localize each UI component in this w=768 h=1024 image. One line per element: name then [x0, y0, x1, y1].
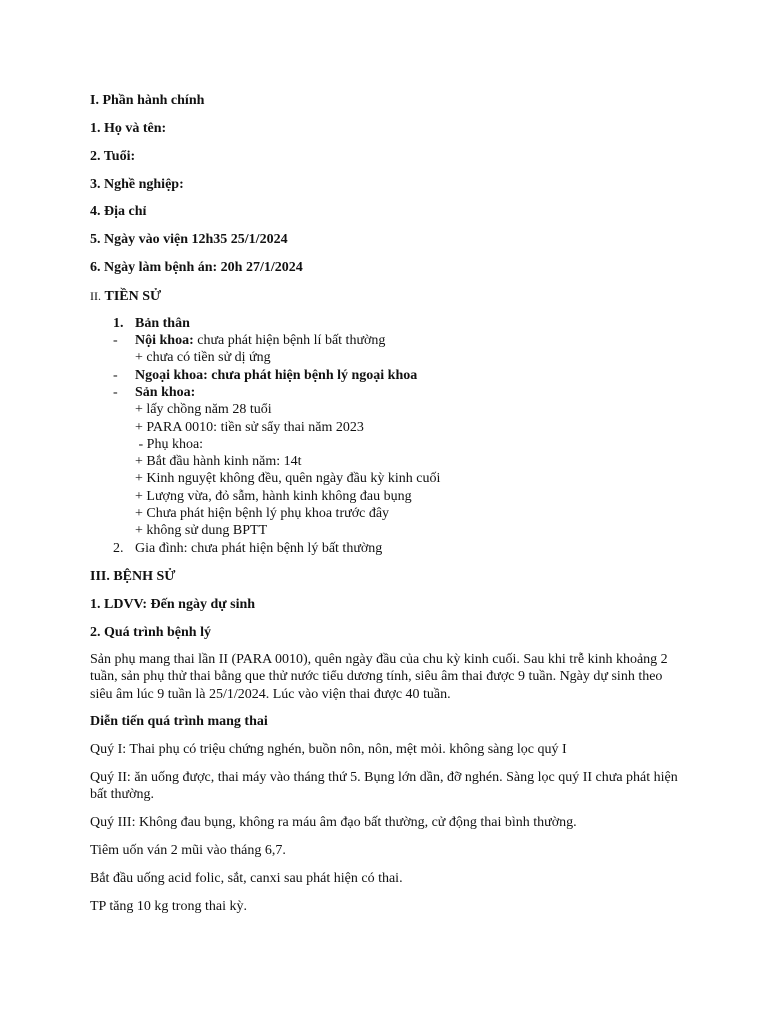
section-illness-heading: III. BỆNH SỬ: [90, 569, 176, 584]
history-internal-label: Nội khoa:: [135, 333, 194, 348]
history-internal: [135, 332, 385, 350]
history-heading-roman: II.: [90, 289, 101, 303]
list-number-family: 2.: [113, 541, 124, 556]
illness-course-line: Sản phụ mang thai lần II (PARA 0010), quên ngày đầu của chu kỳ kinh cuối. Sau khi trễ kinh khoảng 2: [90, 652, 668, 667]
field-address: 4. Địa chỉ: [90, 204, 147, 219]
history-obstetric-label: Sản khoa:: [135, 385, 196, 400]
illness-tetanus: Tiêm uốn ván 2 mũi vào tháng 6,7.: [90, 843, 286, 858]
illness-course-line: tuần, sản phụ thử thai bằng que thử nước tiểu dương tính, siêu âm thai được 9 tuần. Ngày dự sinh theo: [90, 669, 663, 684]
history-obstetric-item: + Bắt đầu hành kinh năm: 14t: [135, 454, 302, 469]
field-admission: 5. Ngày vào viện 12h35 25/1/2024: [90, 232, 288, 247]
illness-progress-heading: Diễn tiến quá trình mang thai: [90, 714, 268, 729]
illness-supplements: Bắt đầu uống acid folic, sắt, canxi sau phát hiện có thai.: [90, 871, 403, 886]
field-job: 3. Nghề nghiệp:: [90, 177, 184, 192]
history-personal-label: Bản thân: [135, 316, 190, 331]
illness-reason: 1. LDVV: Đến ngày dự sinh: [90, 597, 256, 612]
history-gyne-heading: - Phụ khoa:: [135, 437, 204, 452]
field-age: 2. Tuổi:: [90, 149, 136, 164]
section-history-heading: [90, 287, 161, 306]
illness-trimester-2-line: Quý II: ăn uống được, thai máy vào tháng thứ 5. Bụng lớn dần, đỡ nghén. Sàng lọc quý II chưa phát hiện: [90, 770, 678, 785]
history-obstetric-item: + Lượng vừa, đỏ sẫm, hành kinh không đau bụng: [135, 489, 412, 504]
list-dash: -: [113, 368, 118, 383]
illness-trimester-1: Quý I: Thai phụ có triệu chứng nghén, buồn nôn, nôn, mệt mỏi. không sàng lọc quý I: [90, 742, 567, 757]
illness-course-heading: 2. Quá trình bệnh lý: [90, 625, 211, 640]
history-obstetric-item: + Chưa phát hiện bệnh lý phụ khoa trước đây: [135, 506, 390, 521]
history-obstetric-item: + PARA 0010: tiền sử sẩy thai năm 2023: [135, 420, 364, 435]
illness-weight-gain: TP tăng 10 kg trong thai kỳ.: [90, 899, 247, 914]
illness-trimester-3: Quý III: Không đau bụng, không ra máu âm đạo bất thường, cử động thai bình thường.: [90, 815, 577, 830]
history-internal-sub: + chưa có tiền sử dị ứng: [135, 350, 271, 365]
history-surgery: Ngoại khoa: chưa phát hiện bệnh lý ngoại khoa: [135, 368, 418, 383]
history-internal-text: chưa phát hiện bệnh lí bất thường: [193, 333, 386, 348]
list-dash: -: [113, 333, 118, 348]
history-obstetric-item: + Kinh nguyệt không đều, quên ngày đầu kỳ kinh cuối: [135, 471, 441, 486]
illness-course-line: siêu âm lúc 9 tuần là 25/1/2024. Lúc vào viện thai được 40 tuần.: [90, 687, 451, 702]
history-heading-text: TIỀN SỬ: [104, 289, 162, 304]
history-obstetric-item: + không sử dung BPTT: [135, 523, 268, 538]
section-admin-heading: I. Phần hành chính: [90, 93, 205, 108]
history-family: Gia đình: chưa phát hiện bệnh lý bất thường: [135, 541, 383, 556]
field-name: 1. Họ và tên:: [90, 121, 167, 136]
field-record-date: 6. Ngày làm bệnh án: 20h 27/1/2024: [90, 260, 303, 275]
list-number-personal: 1.: [113, 316, 124, 331]
list-dash: -: [113, 385, 118, 400]
illness-trimester-2-line: bất thường.: [90, 787, 154, 802]
history-obstetric-item: + lấy chồng năm 28 tuổi: [135, 402, 272, 417]
